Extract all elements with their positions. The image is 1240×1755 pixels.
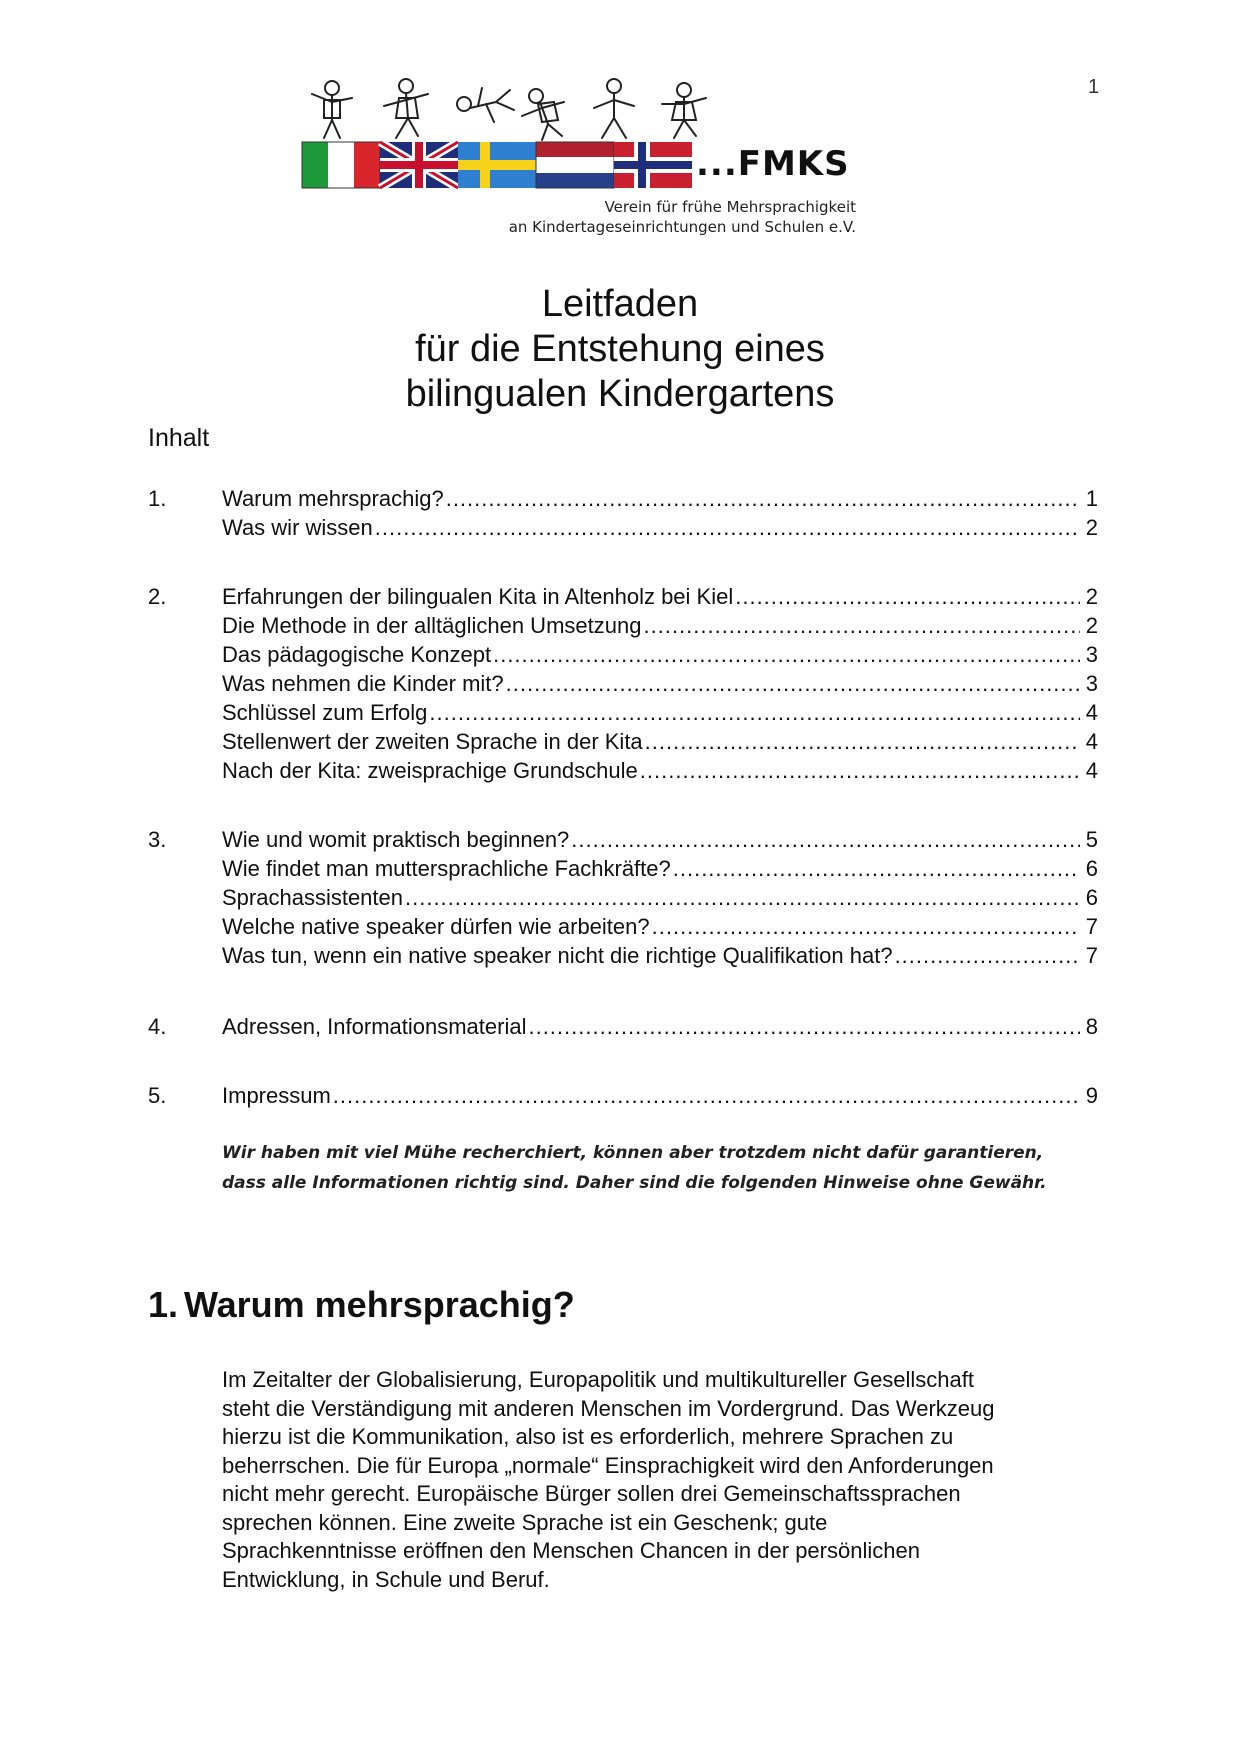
toc-section-number: 4. <box>148 1014 167 1039</box>
toc-leader-dots <box>673 854 1080 883</box>
children-figures-icon <box>312 79 706 140</box>
toc-leader-dots <box>643 611 1080 640</box>
toc-section-number: 3. <box>148 827 167 852</box>
toc-entry[interactable] <box>148 883 1098 912</box>
toc-leader-dots <box>333 1081 1080 1110</box>
fmks-logo <box>296 76 856 236</box>
toc-section-3 <box>148 825 1098 970</box>
toc-entry-text: Wie findet man muttersprachliche Fachkräfte? <box>222 856 671 881</box>
toc-entry-text: Warum mehrsprachig? <box>222 486 444 511</box>
toc-entry-text: Was nehmen die Kinder mit? <box>222 671 504 696</box>
toc-entry[interactable] <box>148 854 1098 883</box>
paragraph-line: Im Zeitalter der Globalisierung, Europapolitik und multikultureller Gesellschaft <box>222 1367 975 1392</box>
toc-entry[interactable] <box>148 756 1098 785</box>
toc-entry-text: Welche native speaker dürfen wie arbeiten? <box>222 914 650 939</box>
flag-norway-icon <box>614 142 692 188</box>
toc-section-2 <box>148 582 1098 785</box>
toc-entry-text: Adressen, Informationsmaterial <box>222 1014 527 1039</box>
paragraph-line: beherrschen. Die für Europa „normale“ Einsprachigkeit wird den Anforderungen <box>222 1452 994 1478</box>
disclaimer-line-1: Wir haben mit viel Mühe recherchiert, können aber trotzdem nicht dafür garantieren, <box>222 1143 1044 1163</box>
section-title: Warum mehrsprachig? <box>184 1284 575 1325</box>
toc-section-number: 5. <box>148 1083 167 1108</box>
toc-leader-dots <box>645 727 1080 756</box>
toc-entry[interactable] <box>148 1081 1098 1110</box>
logo-tagline-1: Verein für frühe Mehrsprachigkeit <box>604 198 856 216</box>
toc-page-number: 4 <box>1085 758 1098 783</box>
flag-italy-icon <box>302 142 380 188</box>
toc-entry[interactable] <box>148 669 1098 698</box>
toc-page-number: 4 <box>1085 700 1098 725</box>
title-line-1: Leitfaden <box>541 283 699 325</box>
toc-page-number: 7 <box>1085 914 1098 939</box>
toc-entry[interactable] <box>148 727 1098 756</box>
toc-leader-dots <box>375 513 1080 542</box>
toc-page-number: 2 <box>1085 515 1098 540</box>
toc-leader-dots <box>895 941 1080 970</box>
logo-tagline-2: an Kindertageseinrichtungen und Schulen e.V. <box>508 218 856 236</box>
toc-leader-dots <box>493 640 1080 669</box>
toc-leader-dots <box>735 582 1080 611</box>
toc-heading: Inhalt <box>148 424 210 452</box>
toc-leader-dots <box>652 912 1080 941</box>
paragraph-line: sprechen können. Eine zweite Sprache ist ein Geschenk; gute <box>222 1509 828 1535</box>
toc-entry-text: Erfahrungen der bilingualen Kita in Altenholz bei Kiel <box>222 584 734 609</box>
toc-entry[interactable] <box>148 1012 1098 1041</box>
toc-section-number: 1. <box>148 486 167 511</box>
toc-entry-text: Wie und womit praktisch beginnen? <box>222 827 570 852</box>
toc-entry-text: Was tun, wenn ein native speaker nicht die richtige Qualifikation hat? <box>222 943 893 968</box>
body-paragraph <box>222 1366 1122 1594</box>
toc-entry[interactable] <box>148 611 1098 640</box>
toc-entry[interactable] <box>148 582 1098 611</box>
toc-entry[interactable] <box>148 941 1098 970</box>
toc-section-number: 2. <box>148 584 167 609</box>
toc-leader-dots <box>429 698 1080 727</box>
paragraph-line: Sprachkenntnisse eröffnen den Menschen Chancen in der persönlichen <box>222 1538 920 1563</box>
toc-leader-dots <box>640 756 1080 785</box>
toc-entry-text: Schlüssel zum Erfolg <box>222 700 428 725</box>
toc-entry[interactable] <box>148 698 1098 727</box>
toc-leader-dots <box>571 825 1080 854</box>
title-line-3: bilingualen Kindergartens <box>405 373 835 415</box>
toc-section-1 <box>148 484 1098 542</box>
document-title <box>0 282 1240 417</box>
toc-page-number: 2 <box>1085 584 1098 609</box>
toc-entry[interactable] <box>148 484 1098 513</box>
toc-entry-text: Nach der Kita: zweisprachige Grundschule <box>222 758 638 783</box>
disclaimer-line-2: dass alle Informationen richtig sind. Daher sind die folgenden Hinweise ohne Gewähr. <box>222 1173 1047 1193</box>
paragraph-line: hierzu ist die Kommunikation, also ist es erforderlich, mehrere Sprachen zu <box>222 1424 954 1449</box>
logo-brand: ...FMKS <box>696 144 850 184</box>
toc-entry[interactable] <box>148 912 1098 941</box>
paragraph-line: Entwicklung, in Schule und Beruf. <box>222 1566 550 1592</box>
toc-leader-dots <box>506 669 1080 698</box>
table-of-contents <box>148 484 1098 1150</box>
toc-leader-dots <box>405 883 1080 912</box>
toc-page-number: 3 <box>1085 671 1098 696</box>
toc-leader-dots <box>446 484 1080 513</box>
toc-entry-text: Was wir wissen <box>222 515 373 540</box>
toc-entry[interactable] <box>148 825 1098 854</box>
disclaimer <box>222 1138 1102 1198</box>
section-number: 1. <box>148 1284 179 1325</box>
toc-section-5 <box>148 1081 1098 1110</box>
toc-entry-text: Impressum <box>222 1083 331 1108</box>
toc-page-number: 9 <box>1085 1083 1098 1108</box>
toc-page-number: 6 <box>1085 856 1098 881</box>
toc-page-number: 3 <box>1085 642 1098 667</box>
page-number: 1 <box>1088 76 1100 98</box>
toc-page-number: 4 <box>1085 729 1098 754</box>
flag-netherlands-icon <box>536 142 614 188</box>
toc-entry-text: Das pädagogische Konzept <box>222 642 492 667</box>
paragraph-line: nicht mehr gerecht. Europäische Bürger sollen drei Gemeinschaftssprachen <box>222 1481 961 1506</box>
section-heading <box>148 1284 575 1326</box>
toc-page-number: 1 <box>1085 486 1098 511</box>
toc-page-number: 2 <box>1085 613 1098 638</box>
flag-sweden-icon <box>458 142 536 188</box>
toc-entry-text: Stellenwert der zweiten Sprache in der Kita <box>222 729 643 754</box>
toc-entry-text: Sprachassistenten <box>222 885 403 910</box>
toc-leader-dots <box>528 1012 1080 1041</box>
flag-uk-icon <box>380 142 458 188</box>
toc-page-number: 7 <box>1085 943 1098 968</box>
toc-entry[interactable] <box>148 513 1098 542</box>
toc-page-number: 8 <box>1085 1014 1098 1039</box>
toc-section-4 <box>148 1012 1098 1041</box>
title-line-2: für die Entstehung eines <box>415 328 825 370</box>
paragraph-line: steht die Verständigung mit anderen Menschen im Vordergrund. Das Werkzeug <box>222 1395 995 1421</box>
toc-entry-text: Die Methode in der alltäglichen Umsetzung <box>222 613 642 638</box>
toc-page-number: 6 <box>1085 885 1098 910</box>
toc-entry[interactable] <box>148 640 1098 669</box>
toc-page-number: 5 <box>1085 827 1098 852</box>
